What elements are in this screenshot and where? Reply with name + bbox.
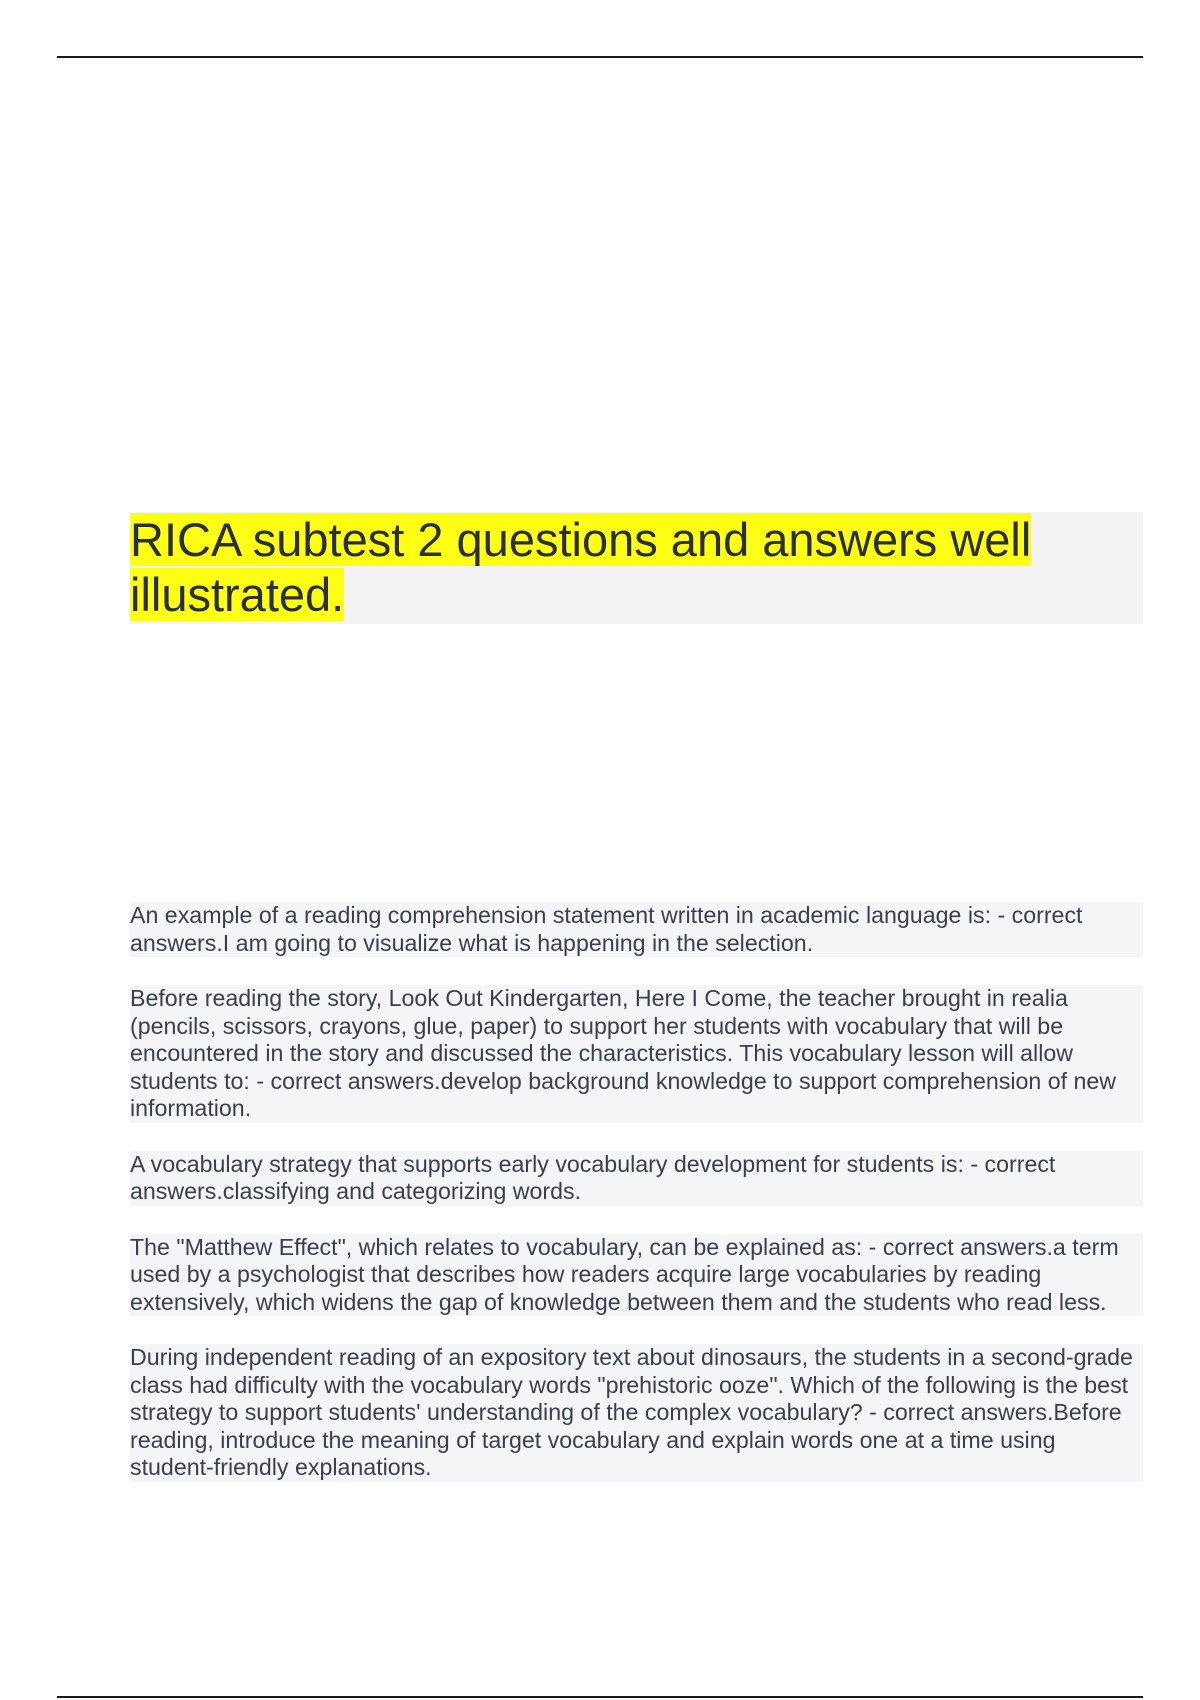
qa-item-2: Before reading the story, Look Out Kindergarten, Here I Come, the teacher brought in realia (pencils, scissors, crayons, glue, paper) to support her students with vocabulary that will be encountered in the story and discussed the characteristics. This vocabulary lesson will allow students to: - correct answers.develop background knowledge to support comprehension of new information.	[130, 985, 1143, 1123]
title-highlight: RICA subtest 2 questions and answers well illustrated.	[130, 513, 1032, 621]
qa-list	[130, 902, 1143, 1510]
title-block	[130, 512, 1143, 624]
document-title	[130, 512, 1143, 622]
qa-item-3: A vocabulary strategy that supports early vocabulary development for students is: - correct answers.classifying and categorizing words.	[130, 1151, 1143, 1206]
top-rule	[57, 56, 1143, 58]
qa-item-5: During independent reading of an expository text about dinosaurs, the students in a second-grade class had difficulty with the vocabulary words "prehistoric ooze". Which of the following is the best strategy to support students' understanding of the complex vocabulary? - correct answers.Before reading, introduce the meaning of target vocabulary and explain words one at a time using student-friendly explanations.	[130, 1344, 1143, 1482]
qa-item-4: The "Matthew Effect", which relates to vocabulary, can be explained as: - correct answers.a term used by a psychologist that describes how readers acquire large vocabularies by reading extensively, which widens the gap of knowledge between them and the students who read less.	[130, 1234, 1143, 1317]
qa-item-1: An example of a reading comprehension statement written in academic language is: - correct answers.I am going to visualize what is happening in the selection.	[130, 902, 1143, 957]
bottom-rule	[57, 1696, 1143, 1698]
